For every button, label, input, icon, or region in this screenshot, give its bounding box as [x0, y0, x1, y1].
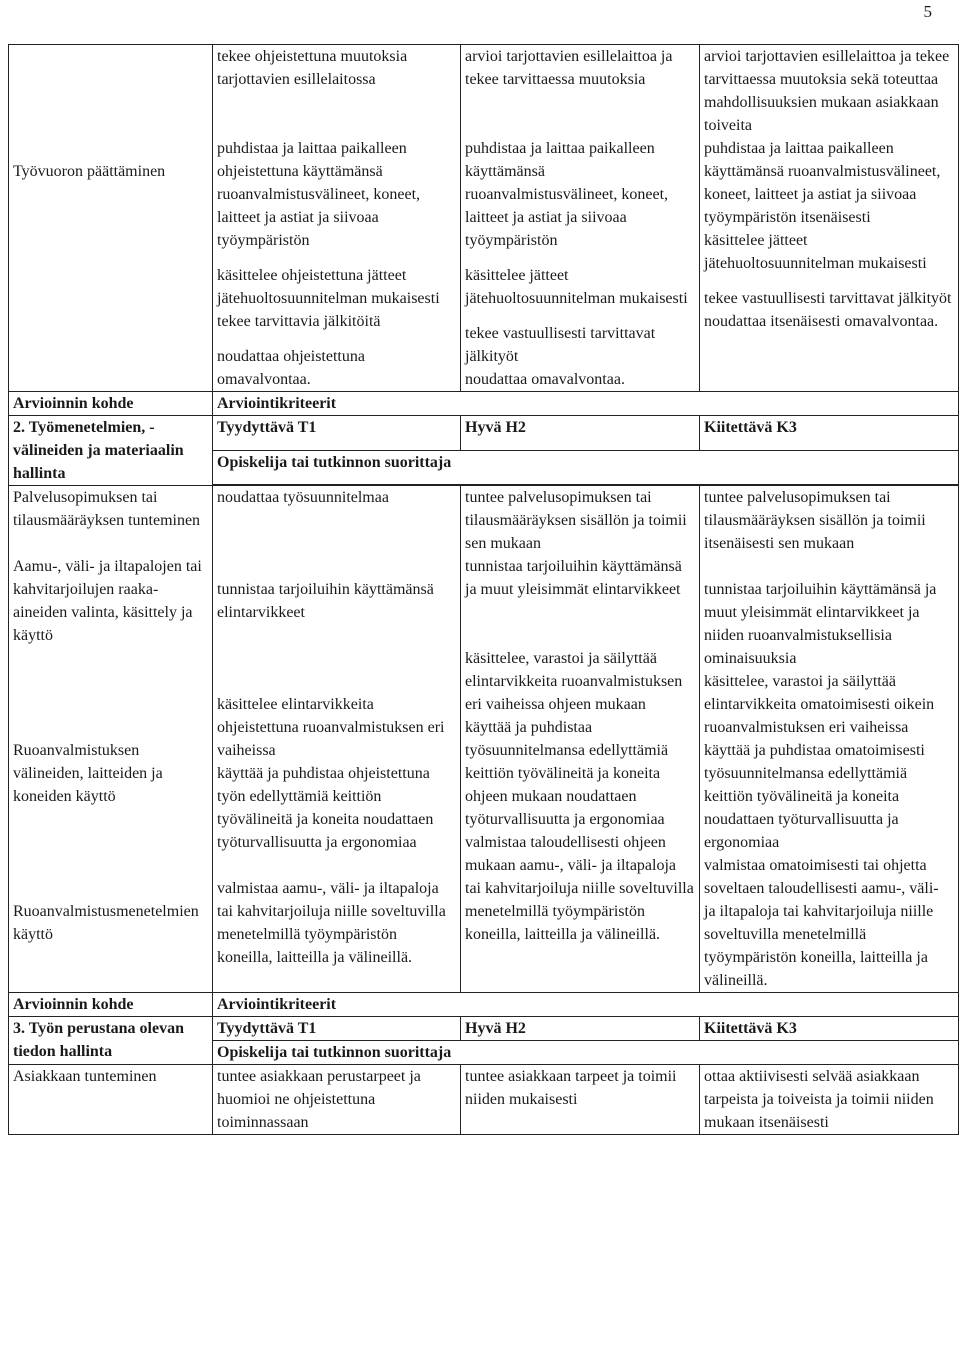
- criterion-t1-display: tekee ohjeistettuna muutoksia tarjottavien esillelaitossa: [217, 48, 408, 88]
- section3-title: 3. Työn perustana olevan tiedon hallinta: [9, 1017, 213, 1065]
- k3-criteria-cell: [700, 45, 959, 392]
- criterion-t1-selfcontrol: noudattaa ohjeistettuna omavalvontaa.: [217, 348, 365, 388]
- section2-t1-cell: [213, 486, 461, 993]
- s2-t1-row4: valmistaa aamu-, väli- ja iltapaloja tai kahvitarjoiluja niille soveltuvilla menetelmillä työympäristön koneilla, laitteilla ja välineillä.: [217, 880, 446, 966]
- performer-label: Opiskelija tai tutkinnon suorittaja: [213, 450, 959, 485]
- criterion-h2-display: arvioi tarjottavien esillelaittoa ja tekee tarvittaessa muutoksia: [465, 48, 673, 88]
- criterion-k3-selfcontrol: noudattaa itsenäisesti omavalvontaa.: [704, 313, 939, 330]
- s3-t1-row0: tuntee asiakkaan perustarpeet ja huomioi ne ohjeistettuna toiminnassaan: [213, 1065, 461, 1135]
- s2-t1-row1: tunnistaa tarjoiluihin käyttämänsä elintarvikkeet: [217, 581, 434, 621]
- criterion-t1-afterwork: tekee tarvittavia jälkitöitä: [217, 313, 381, 330]
- level-t1: Tyydyttävä T1: [213, 416, 461, 451]
- level-k3-3: Kiitettävä K3: [700, 1017, 959, 1041]
- topic-equipment-use: Ruoanvalmistuksen välineiden, laitteiden ja koneiden käyttö: [13, 742, 163, 805]
- s3-h2-row0: tuntee asiakkaan tarpeet ja toimii niiden mukaisesti: [461, 1065, 700, 1135]
- section2-h2-cell: [461, 486, 700, 993]
- section2-topics-cell: [9, 486, 213, 993]
- topic-raw-materials: Aamu-, väli- ja iltapalojen tai kahvitarjoilujen raaka-aineiden valinta, käsittely ja käyttö: [13, 558, 202, 644]
- criteria-label: Arviointikriteerit: [213, 392, 959, 416]
- criterion-k3-clean: puhdistaa ja laittaa paikalleen käyttämänsä ruoanvalmistusvälineet, koneet, laitteet ja astiat ja siivoaa työympäristön itsenäisesti: [704, 140, 941, 226]
- section2-levels-row: [9, 416, 959, 451]
- criterion-h2-afterwork: tekee vastuullisesti tarvittavat jälkityöt: [465, 325, 656, 365]
- s2-h2-row3: käyttää ja puhdistaa työsuunnitelmansa edellyttämiä keittiön työvälineitä ja koneita ohjeen mukaan noudattaen työturvallisuutta ja ergonomiaa: [465, 719, 669, 828]
- criterion-h2-waste: käsittelee jätteet jätehuoltosuunnitelman mukaisesti: [465, 267, 688, 307]
- s3-k3-row0: ottaa aktiivisesti selvää asiakkaan tarpeista ja toiveista ja toimii niiden mukaan itsenäisesti: [700, 1065, 959, 1135]
- section2-body: [9, 486, 959, 993]
- assessment-target-label: Arvioinnin kohde: [9, 392, 213, 416]
- h2-criteria-cell: [461, 45, 700, 392]
- level-t1-3: Tyydyttävä T1: [213, 1017, 461, 1041]
- section2-title: 2. Työmenetelmien, -välineiden ja materiaalin hallinta: [9, 416, 213, 486]
- section2-k3-cell: [700, 486, 959, 993]
- assessment-target-label-3: Arvioinnin kohde: [9, 993, 213, 1017]
- criterion-k3-display: arvioi tarjottavien esillelaittoa ja tekee tarvittaessa muutoksia sekä toteuttaa mahdollisuuksien mukaan asiakkaan toiveita: [704, 48, 950, 134]
- s2-t1-row2: käsittelee elintarvikkeita ohjeistettuna ruoanvalmistuksen eri vaiheissa: [217, 696, 445, 759]
- s2-t1-row3: käyttää ja puhdistaa ohjeistettuna työn edellyttämiä keittiön työvälineitä ja koneita noudattaen työturvallisuutta ja ergonomiaa: [217, 765, 434, 851]
- topic-shift-end: Työvuoron päättäminen: [13, 163, 166, 180]
- s2-k3-row0: tuntee palvelusopimuksen tai tilausmääräyksen sisällön ja toimii itsenäisesti sen mukaan: [704, 489, 926, 552]
- assessment-table: [8, 44, 959, 1135]
- topic-customer: Asiakkaan tunteminen: [9, 1065, 213, 1135]
- section3-body: [9, 1065, 959, 1135]
- level-h2: Hyvä H2: [461, 416, 700, 451]
- criteria-label-3: Arviointikriteerit: [213, 993, 959, 1017]
- s2-k3-row1: tunnistaa tarjoiluihin käyttämänsä ja muut yleisimmät elintarvikkeet ja niiden ruoanvalmistuksellisia ominaisuuksia: [704, 581, 937, 667]
- s2-h2-row1: tunnistaa tarjoiluihin käyttämänsä ja muut yleisimmät elintarvikkeet: [465, 558, 682, 598]
- topic-cooking-methods: Ruoanvalmistusmenetelmien käyttö: [13, 903, 199, 943]
- s2-h2-row0: tuntee palvelusopimuksen tai tilausmääräyksen sisällön ja toimii sen mukaan: [465, 489, 687, 552]
- s2-k3-row2: käsittelee, varastoi ja säilyttää elintarvikkeita omatoimisesti oikein ruoanvalmistuksen eri vaiheissa: [704, 673, 935, 736]
- level-h2-3: Hyvä H2: [461, 1017, 700, 1041]
- shift-end-block: [9, 45, 959, 392]
- criterion-t1-clean: puhdistaa ja laittaa paikalleen ohjeistettuna käyttämänsä ruoanvalmistusvälineet, koneet, laitteet ja astiat ja siivoaa työympäristön: [217, 140, 421, 249]
- criterion-k3-afterwork: tekee vastuullisesti tarvittavat jälkityöt: [704, 290, 952, 307]
- section2-header-row: [9, 392, 959, 416]
- criterion-t1-waste: käsittelee ohjeistettuna jätteet jätehuoltosuunnitelman mukaisesti: [217, 267, 440, 307]
- t1-criteria-cell: [213, 45, 461, 392]
- criterion-h2-selfcontrol: noudattaa omavalvontaa.: [465, 371, 625, 388]
- topic-cell: [9, 45, 213, 392]
- criterion-h2-clean: puhdistaa ja laittaa paikalleen käyttämänsä ruoanvalmistusvälineet, koneet, laitteet ja astiat ja siivoaa työympäristön: [465, 140, 669, 249]
- topic-service-agreement: Palvelusopimuksen tai tilausmääräyksen tunteminen: [13, 489, 201, 529]
- criterion-k3-waste: käsittelee jätteet jätehuoltosuunnitelman mukaisesti: [704, 232, 927, 272]
- section3-levels-row: [9, 1017, 959, 1041]
- s2-k3-row3: käyttää ja puhdistaa omatoimisesti työsuunnitelmansa edellyttämiä keittiön työvälineitä ja koneita noudattaen työturvallisuutta ja ergonomiaa: [704, 742, 925, 851]
- section3-header-row: [9, 993, 959, 1017]
- performer-label-3: Opiskelija tai tutkinnon suorittaja: [213, 1041, 959, 1065]
- s2-h2-row4: valmistaa taloudellisesti ohjeen mukaan aamu-, väli- ja iltapaloja tai kahvitarjoiluja niille soveltuvilla menetelmillä työympäristön koneilla, laitteilla ja välineillä.: [465, 834, 694, 943]
- s2-k3-row4: valmistaa omatoimisesti tai ohjetta soveltaen taloudellisesti aamu-, väli- ja iltapaloja tai kahvitarjoiluja niille soveltuvilla menetelmillä työympäristön koneilla, laitteilla ja välineillä.: [704, 857, 939, 989]
- page-number: 5: [923, 2, 932, 21]
- s2-h2-row2: käsittelee, varastoi ja säilyttää elintarvikkeita ruoanvalmistuksen eri vaiheissa ohjeen mukaan: [465, 650, 683, 713]
- level-k3: Kiitettävä K3: [700, 416, 959, 451]
- s2-t1-row0: noudattaa työsuunnitelmaa: [217, 489, 389, 506]
